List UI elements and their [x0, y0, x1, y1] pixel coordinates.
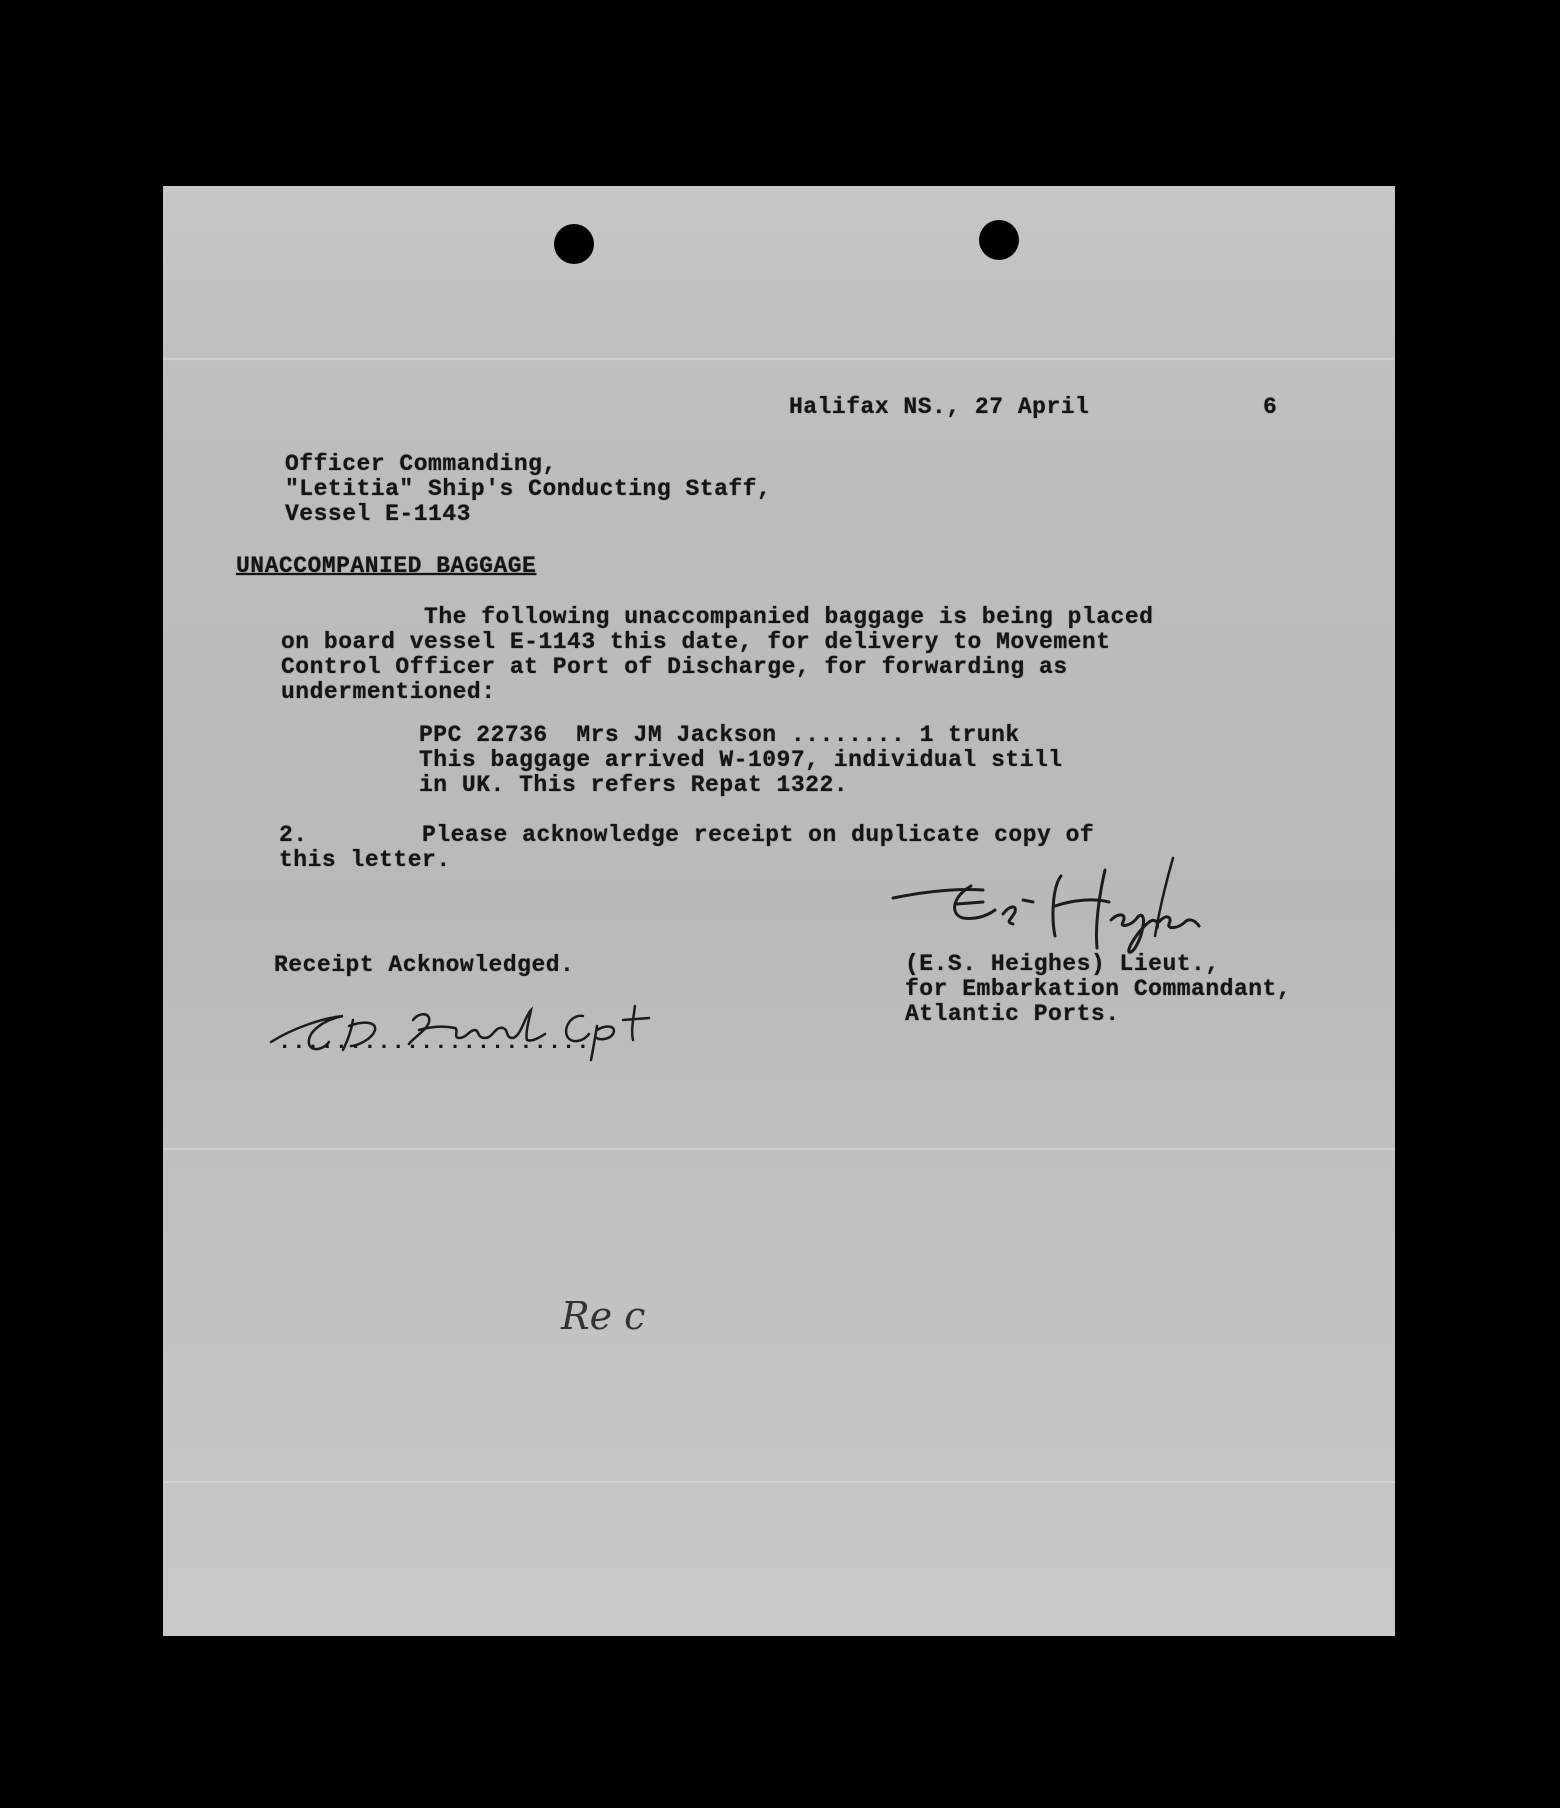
signature-block-line-2: for Embarkation Commandant,	[905, 976, 1292, 1002]
recipient-line-2: "Letitia" Ship's Conducting Staff,	[285, 476, 772, 502]
item-line-3: in UK. This refers Repat 1322.	[419, 772, 849, 798]
signature-block-line-1: (E.S. Heighes) Lieut.,	[905, 951, 1220, 977]
receipt-acknowledged-label: Receipt Acknowledged.	[274, 952, 575, 978]
page-number: 6	[1263, 394, 1278, 420]
recipient-line-1: Officer Commanding,	[285, 451, 557, 477]
letter-page	[163, 186, 1395, 1636]
receipt-signature-line: ......................	[278, 1030, 591, 1055]
paragraph-1-line-1: The following unaccompanied baggage is being placed	[281, 604, 1154, 630]
subject-heading: UNACCOMPANIED BAGGAGE	[236, 553, 537, 579]
paragraph-1-line-3: Control Officer at Port of Discharge, for forwarding as	[281, 654, 1068, 680]
paragraph-2-line-2: this letter.	[279, 847, 451, 873]
item-line-1: PPC 22736 Mrs JM Jackson ........ 1 trunk	[419, 722, 1020, 748]
paragraph-1-line-2: on board vessel E-1143 this date, for delivery to Movement	[281, 629, 1111, 655]
officer-signature	[883, 856, 1223, 966]
item-line-2: This baggage arrived W-1097, individual still	[419, 747, 1063, 773]
punch-hole	[554, 224, 594, 264]
handwritten-note: Re c	[561, 1294, 646, 1338]
paragraph-1-line-4: undermentioned:	[281, 679, 496, 705]
recipient-line-3: Vessel E-1143	[285, 501, 471, 527]
signature-block-line-3: Atlantic Ports.	[905, 1001, 1120, 1027]
page-crease	[163, 358, 1395, 360]
date-line: Halifax NS., 27 April	[789, 394, 1090, 420]
punch-hole	[979, 220, 1019, 260]
page-crease	[163, 1148, 1395, 1150]
page-crease	[163, 1481, 1395, 1483]
paragraph-2-line-1: 2. Please acknowledge receipt on duplicate copy of	[279, 822, 1095, 848]
